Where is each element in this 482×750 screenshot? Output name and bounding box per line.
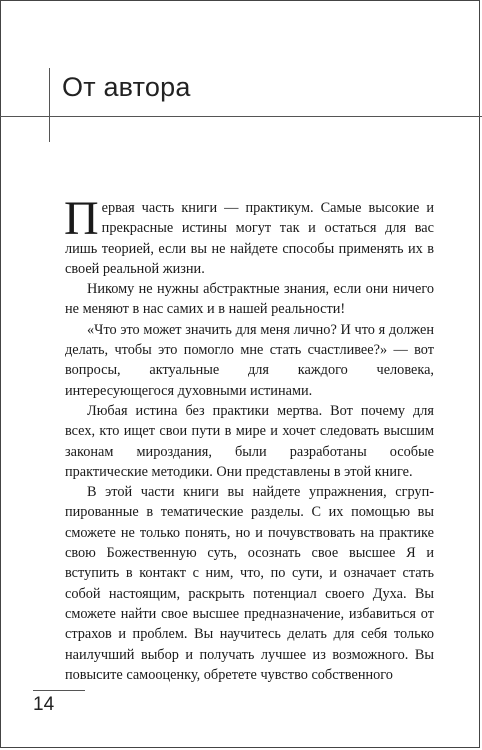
page-number: 14 — [33, 694, 55, 715]
paragraph-4: Любая истина без практики мертва. Вот почему для всех, кто ищет свои пути в мире и хочет следовать высшим законам мироздания, были разработаны особые практические методики. Они представлены в этой книге. — [65, 402, 434, 480]
paragraph-2: Никому не нужны абстрактные знания, если они ничего не меняют в нас самих и в нашей реальности! — [65, 281, 434, 318]
paragraph-1-text: ервая часть книги — практикум. Самые высокие и прекрасные истины могут так и остаться для вас лишь теорией, если вы не найдете способы применять их в своей реальной жизни. — [65, 200, 434, 277]
paragraph-1 — [64, 192, 434, 279]
body-text — [64, 192, 434, 685]
header-horizontal-rule — [0, 116, 482, 117]
drop-cap: П — [64, 192, 99, 245]
paragraph-3: «Что это может значить для меня лично? И что я должен делать, чтобы это помогло мне стать счастливее?» — вот вопросы, актуальные для каждого человека, интересующегося духовными истинами. — [65, 321, 434, 399]
folio-rule — [33, 690, 85, 691]
chapter-title: От автора — [62, 72, 191, 102]
header-vertical-rule — [49, 68, 50, 142]
paragraph-5: В этой части книги вы найдете упражнения, сгруппированные в тематические разделы. С их помощью вы сможете не только понять, но и почувствовать на практике свою Божественную суть, осознать свое высшее Я и вступить в контакт с ним, что, по сути, и означает стать собой настоящим, раскрыть потенциал своего Духа. Вы сможете найти свое высшее предназначение, избавиться от страхов и проблем. Вы научитесь делать для себя только наилучший выбор и получать лучшее из возможного. Вы повысите самооценку, обретете чувство собственного — [65, 484, 434, 683]
